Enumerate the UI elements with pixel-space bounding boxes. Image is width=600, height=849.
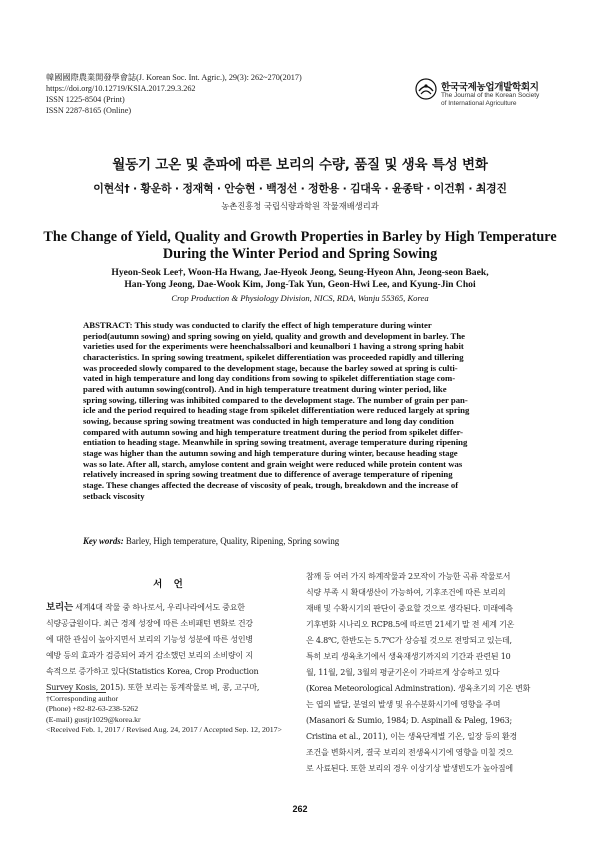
english-authors-line: Han-Yong Jeong, Dae-Wook Kim, Jong-Tak Yun, Geon-Hwi Lee, and Kyung-Jin Choi [124,279,476,290]
society-name-english-line2: of International Agriculture [441,100,517,107]
abstract-line: stage. These changes affected the decrease of viscosity of peak, trough, breakdown and the increase of [83,479,459,490]
body-line: 속적으로 증가하고 있다(Statistics Korea, Crop Production [46,667,259,676]
body-line: 월, 11월, 2월, 3월의 평균기온이 가파르게 상승하고 있다 [306,668,500,677]
abstract-line: entiation to heading stage. Meanwhile in spring sowing treatment, average temperature during ripening [83,437,468,448]
body-line: 는 엽의 발달, 분얼의 발생 및 유수분화시기에 영향을 주며 [306,700,501,709]
keywords [83,536,339,546]
english-title [40,229,560,263]
english-affiliation: Crop Production & Physiology Division, NICS, RDA, Wanju 55365, Korea [171,293,429,303]
body-line: (Korea Meteorological Adminstration). 생육초기의 기온 변화 [306,684,531,693]
keywords-text: Barley, High temperature, Quality, Ripening, Spring sowing [125,536,340,546]
society-name-english [441,92,539,108]
abstract-line: was proceeded slowly compared to the development stage, because the barley sowed at spring is culti- [83,362,458,373]
body-line: 로 사료된다. 또한 보리의 경우 이상기상 발생빈도가 높아짐에 [306,764,513,773]
abstract-line: period(autumn sowing) and spring sowing on yield, quality and growth and development in barley. The [83,330,466,341]
journal-citation: 韓國國際農業開發學會誌(J. Korean Soc. Int. Agric.), 29(3): 262~270(2017) [46,73,302,82]
body-line: 에 대한 관심이 높아지면서 보리의 기능성 성분에 따른 성인병 [46,635,253,644]
footnote-email[interactable]: (E-mail) gustjr1029@korea.kr [46,714,141,724]
society-emblem-icon [415,78,437,100]
korean-affiliation: 농촌진흥청 국립식량과학원 작물재배생리과 [221,201,379,211]
body-line: 예방 등의 효과가 검증되어 과거 감소했던 보리의 소비량이 지 [46,651,253,660]
english-authors [40,267,560,291]
abstract-line: varieties used for the experiments were heenchalssalbori and keunalbori 1 having a strong spring habit [83,341,464,352]
issn-print: ISSN 1225-8504 (Print) [46,95,125,104]
body-line: (Masanori & Sumio, 1984; D. Aspinall & Paleg, 1963; [306,716,512,725]
keywords-label: Key words: [83,536,124,546]
body-line: 참깨 등 여러 가지 하계작물과 2모작이 가능한 곡류 작물로서 [306,572,511,581]
abstract-line: was so late. After all, starch, amylose content and grain weight were reduced while protein content was [83,458,463,469]
body-line: 조건을 변화시켜, 결국 보리의 전생육시기에 영향을 미칠 것으 [306,748,513,757]
society-name-english-line1: The Journal of the Korean Society [441,92,540,99]
body-line: Cristina et al., 2011), 이는 생육단계별 기온, 일장 등의 환경 [306,732,518,741]
abstract-line: stage was higher than the autumn sowing and high temperature during winter, because heading stage [83,447,458,458]
abstract-line: pared with autumn sowing(control). And in high temperature treatment during winter period, like [83,383,447,394]
journal-header [46,72,302,116]
footnote [46,694,282,736]
section-heading-introduction: 서 언 [153,579,187,590]
abstract-line: sowing, because spring sowing treatment was conducted in high temperature and long day condition [83,415,454,426]
body-line: 은 4.8℃, 한반도는 5.7℃가 상승될 것으로 전망되고 있는데, [306,636,512,645]
english-title-line: The Change of Yield, Quality and Growth Properties in Barley by High Temperature [43,229,557,245]
society-logo [415,78,555,118]
abstract-line: relatively increased in spring sowing treatment due to difference of average temperature of ripening [83,469,453,480]
abstract-line: compared with autumn sowing and high temperature treatment during the period from spikelet differ- [83,426,464,437]
society-name-korean: 한국국제농업개발학회지 [441,82,539,93]
body-right-column [306,569,556,777]
footnote-phone: (Phone) +82-82-63-238-5262 [46,704,139,714]
korean-title: 월동기 고온 및 춘파에 따른 보리의 수량, 품질 및 생육 특성 변화 [112,157,488,173]
body-line: 식량 부족 시 확대생산이 가능하여, 기후조건에 따른 보리의 [306,588,506,597]
doi-link[interactable]: https://doi.org/10.12719/KSIA.2017.29.3.262 [46,84,196,93]
body-line: 기후변화 시나리오 RCP8.5에 따르면 21세기 말 전 세계 기온 [306,620,515,629]
body-line: 식량공급원이다. 최근 경제 성장에 따른 소비패턴 변화로 건강 [46,619,253,628]
body-line [46,600,294,616]
body-line-text: 세계4대 작물 중 하나로서, 우리나라에서도 중요한 [72,603,245,612]
page-number: 262 [292,804,308,814]
footnote-dates: <Received Feb. 1, 2017 / Revised Aug. 24, 2017 / Accepted Sep. 12, 2017> [46,725,282,735]
abstract-line: characteristics. In spring sowing treatment, spikelet differentiation was proceeded rapidly and tillering [83,351,464,362]
english-authors-line: Hyeon-Seok Lee†, Woon-Ha Hwang, Jae-Hyeok Jeong, Seung-Hyeon Ahn, Jeong-seon Baek, [111,267,489,278]
abstract-line: ABSTRACT: This study was conducted to clarify the effect of high temperature during winter [83,320,432,330]
korean-authors: 이현석† · 황운하 · 정재혁 · 안승현 · 백정선 · 정한용 · 김대욱 · 윤종탁 · 이건휘 · 최경진 [93,182,507,195]
abstract-line: vated in high temperature and long day conditions from sowing to spikelet differentiation stage com- [83,373,456,384]
english-title-line: During the Winter Period and Spring Sowing [162,246,438,262]
issn-online: ISSN 2287-8165 (Online) [46,106,132,115]
body-line: 특히 보리 생육초기에서 생육재생기까지의 기간과 관련된 10 [306,652,511,661]
footnote-divider [46,692,106,693]
abstract-line: icle and the period required to heading stage from spikelet differentiation were reduced largely at spring [83,405,470,416]
body-line: Survey Kosis, 2015). 또한 보리는 동계작물로 벼, 콩, 고구마, [46,683,260,692]
footnote-corresponding: †Corresponding author [46,694,119,703]
body-line: 재배 및 수확시기의 판단이 중요할 것으로 생각된다. 미래예측 [306,604,513,613]
lead-word: 보리는 [46,602,73,613]
abstract-line: setback viscosity [83,490,145,501]
body-left-column [46,600,294,696]
abstract [83,320,518,501]
abstract-line: spring sowing, tillering was inhibited compared to the development stage. The number of grain per pan- [83,394,468,405]
